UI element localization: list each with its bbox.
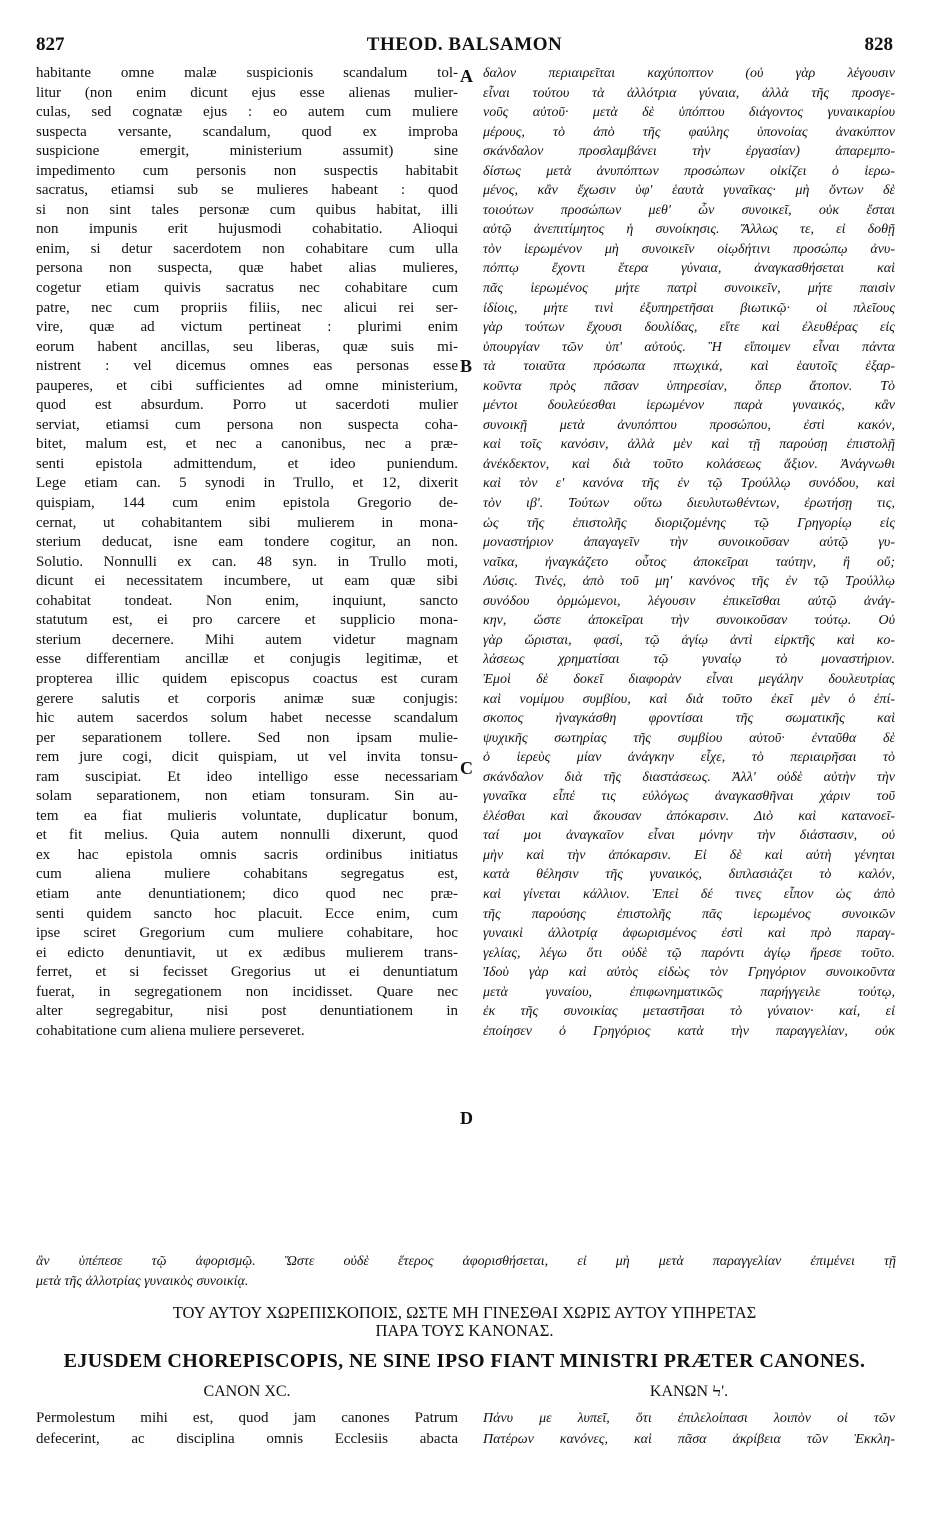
text-line: senti epistola admittendum, et ideo puniendum. (36, 455, 458, 472)
text-line: δαλον περιαιρεῖται καχύποπτον (οὐ γὰρ λέγουσιν (483, 66, 895, 81)
text-line: νοῦς αὐτοῦ· μετὰ δὲ ὑπόπτου διάγοντος γυναικαρίου (483, 105, 895, 121)
canon-latin-text (36, 1408, 458, 1450)
text-line: καὶ τοῖς κανόσιν, ἀλλὰ μὲν καὶ τῇ παρούσῃ ἐπιστολῇ (483, 437, 895, 453)
canon-greek-text (483, 1408, 895, 1450)
text-line: senti quidem sancto hoc placuit. Ecce enim, cum (36, 905, 458, 922)
text-line: ἐκ τῆς συνοικίας μεταστῆσαι τὸ γύναιον· καί, εἰ (483, 1004, 895, 1020)
text-line: κοῦντα πρὸς πᾶσαν ὑπηρεσίαν, ὅπερ ἄτοπον. Τὸ (483, 378, 895, 394)
text-line: fuerat, in segregationem non incidisset. Quare nec (36, 983, 458, 1000)
text-line: ὑπουργίαν τῶν ὑπ' αὐτούς. Ἢ εἴποιμεν εἶναι πάντα (483, 339, 895, 355)
margin-marker-a: A (460, 66, 473, 86)
text-line: ἰδίοις, μήτε τινὶ ἐξυπηρετῆσαι βιωτικῷ· οἱ πλεῖους (483, 300, 895, 316)
text-line: esse differentiam ancillæ et conjugis legitimæ, et (36, 651, 458, 668)
text-line: σκάνδαλον διὰ τῆς διαστάσεως. Ἀλλ' οὐδὲ αὐτὴν τὴν (483, 769, 895, 785)
text-line: propterea illic quidem episcopus coactus est curam (36, 670, 458, 687)
text-line: λάσεως χρηματίσαι τῷ γυναίῳ τὸ μοναστήριον. (483, 652, 895, 668)
margin-marker-d: D (460, 1108, 473, 1128)
page-number-left: 827 (36, 34, 65, 55)
text-line: ναῖκα, ἠναγκάζετο οὗτος ἀποκεῖραι ταύτην, ἢ οὔ; (483, 554, 895, 570)
text-line: Ἐμοὶ δὲ δοκεῖ διαφορὰν εἶναι μεγάλην δουλευτρίας (483, 671, 895, 687)
text-line: persona non suspecta, quæ habet alias mulieres, (36, 260, 458, 277)
text-line: serviat, etiamsi cum persona non suspecta coha- (36, 416, 458, 433)
text-line: ταί μοι ἀναγκαῖον εἶναι μόνην τὴν διάστασιν, οὐ (483, 828, 895, 844)
text-line: solam separationem, non etiam tonsuram. Sin au- (36, 788, 458, 805)
text-line: δίστως μετὰ ἀνυπόπτων προσώπων οἰκίζει ὁ ἱερω- (483, 163, 895, 179)
text-line: si non sint tales personæ cum quibus habitat, illi (36, 201, 458, 218)
text-line: sacratus, etiamsi sub se mulieres habeant : quod (36, 182, 458, 199)
text-line: γὰρ ὥρισται, φασί, τῷ ἁγίῳ ἀντὶ εἱρκτῆς καὶ κο- (483, 632, 895, 648)
text-line: γὰρ τούτων ἔχουσι δουλίδας, εἴτε καὶ ἐλευθέρας εἰς (483, 320, 895, 336)
text-line: καὶ τὸν ε' κανόνα τῆς ἐν τῷ Τρούλλῳ συνόδου, καὶ (483, 476, 895, 492)
text-line: bitet, malum est, et nec a canonibus, nec a præ- (36, 436, 458, 453)
text-line: enim, si detur sacerdotem non cohabitare cum ulla (36, 240, 458, 257)
text-line: συνόδου ὁρμώμενοι, λέγουσιν ἐπικεῖσθαι αὐτῷ ἀνάγ- (483, 593, 895, 609)
canon-number-latin: CANON XC. (203, 1383, 291, 1400)
margin-marker-c: C (460, 758, 473, 778)
text-line: μὴν καὶ τὴν ἀπόκαρσιν. Εἰ δὲ καὶ αὐτὴ γένηται (483, 847, 895, 863)
text-line: ei edicto denuntiavit, ut ex ædibus mulierem trans- (36, 944, 458, 961)
text-line: ἂν ὑπέπεσε τῷ ἀφορισμῷ. Ὥστε οὐδὲ ἕτερος ἀφορισθήσεται, εἰ μὴ μετὰ παραγγελίαν ἐπιμένει τῇ (36, 1254, 896, 1269)
text-line: habitante omne malæ suspicionis scandalum tol- (36, 65, 458, 81)
text-line: κατὰ θέλησιν τῆς γυναικός, διπλασιάζει τὸ καλόν, (483, 867, 895, 883)
text-line: nistrent : vel dicemus omnes eas personas esse (36, 358, 458, 375)
text-line: μετὰ τῆς ἀλλοτρίας γυναικὸς συνοικίᾳ. (36, 1273, 249, 1289)
text-line: impedimento cum personis non suspectis habitabit (36, 162, 458, 179)
text-line: γελίας, λέγω ὅτι οὐδὲ τῷ παρόντι ἁγίῳ ἤρεσε τοῦτο. (483, 945, 895, 961)
text-line: culas, sed cognatæ ejus : eo autem cum muliere (36, 104, 458, 121)
greek-column (483, 64, 895, 1041)
text-line: Λύσις. Τινές, ἀπὸ τοῦ μη' κανόνος τῆς ἐν τῷ Τρούλλῳ (483, 574, 895, 590)
text-line: quispiam, 144 cum enim epistola Gregorio de- (36, 495, 458, 512)
text-line: pauperes, et cibi sufficientes ad omne ministerium, (36, 377, 458, 394)
text-line: πόπτῳ ἔχοντι ἕτερα γύναια, ἀναγκασθήσεται καὶ (483, 261, 895, 277)
text-line: sterium deducat, isne eam tondere cogitur, an non. (36, 534, 458, 551)
text-line: συνοικῇ μετὰ ἀνυπόπτου προσώπου, ἐστὶ κακόν, (483, 417, 895, 433)
text-line: καὶ γίνεται κάλλιον. Ἐπεὶ δέ τινες εἶπον ὡς ἀπὸ (483, 886, 895, 902)
text-line: ipse sciret Gregorium cum muliere cohabitare, hoc (36, 925, 458, 942)
text-line: Solutio. Nonnulli ex can. 48 syn. in Trullo moti, (36, 553, 458, 570)
text-line: ὡς τῆς ἐπιστολῆς διοριζομένης τῷ Γρηγορίῳ εἰς (483, 515, 895, 531)
text-line: Πατέρων κανόνες, καὶ πᾶσα ἀκρίβεια τῶν Ἐκκλη- (483, 1432, 895, 1447)
text-line: μέντοι δουλεύεσθαι ἱερωμένον παρὰ γυναικός, κἂν (483, 398, 895, 414)
text-line: τὰ τοιαῦτα πρόσωπα πτωχικά, καὶ ἑαυτοῖς ἐξαρ- (483, 359, 895, 375)
text-line: et fit melius. Quia autem nonnulli dixerunt, quod (36, 827, 458, 844)
text-line: ἑλέσθαι καὶ ἄκουσαν ἀπόκαρσιν. Διὸ καὶ κατανοεῖ- (483, 808, 895, 824)
text-line: defecerint, ac disciplina omnis Ecclesiis abacta (36, 1431, 458, 1447)
margin-marker-b: B (460, 356, 473, 376)
text-line: vire, quæ ad victum pertineat : plurimi enim (36, 319, 458, 336)
text-line: τὸν ιβ'. Τούτων οὕτω διευλυτωθέντων, ἐρωτήσῃ τις, (483, 496, 895, 512)
text-line: Πάνυ με λυπεῖ, ὅτι ἐπιλελοίπασι λοιπὸν οἱ τῶν (483, 1411, 895, 1426)
text-line: σκάνδαλον προσλαμβάνει τὴν ἐργασίαν) ἀπαρεμπο- (483, 144, 895, 160)
text-line: μένος, κἂν ἔχωσιν ὑφ' ἑαυτὰ γυναῖκας· μὴ ὄντων δὲ (483, 183, 895, 199)
text-line: Ἰδοὺ γὰρ καὶ αὐτὸς εἰδὼς τὸν Γρηγόριον συνοικοῦντα (483, 965, 895, 981)
text-line: sterium decernere. Mihi autem videtur magnam (36, 631, 458, 648)
text-line: τὸν ἱερωμένον μὴ συνοικεῖν οἱῳδήτινι προσώπῳ ἀνυ- (483, 241, 895, 257)
text-line: rem jure cogi, dicit quispiam, ut vel invita tonsu- (36, 749, 458, 766)
text-line: cernat, ut cohabitantem sibi mulierem in mona- (36, 514, 458, 531)
text-line: Permolestum mihi est, quod jam canones Patrum (36, 1410, 458, 1426)
text-line: cum aliena muliere cohabitans segregatus est, (36, 866, 458, 883)
canon-number-greek: ΚΑΝΩΝ Ϟ'. (649, 1383, 729, 1400)
text-line: per separationem tollere. Sed non ipsam mulie- (36, 729, 458, 746)
text-line: μοναστήριον ἀπαγαγεῖν τὴν συνοικοῦσαν αὐτῷ γυ- (483, 535, 895, 551)
text-line: Lege etiam can. 5 synodi in Trullo, et 12, dixerit (36, 475, 458, 492)
text-line: hic autem sacerdos solum habet necesse scandalum (36, 710, 458, 727)
text-line: μετὰ γυναίου, ἐπιφωνηματικῶς παρήγγειλε τούτῳ, (483, 984, 895, 1000)
latin-section-heading: EJUSDEM CHOREPISCOPIS, NE SINE IPSO FIANT MINISTRI PRÆTER CANONES. (63, 1350, 866, 1372)
text-line: dicunt ei necessitatem incumbere, ut eam quæ sibi (36, 573, 458, 590)
greek-section-heading (36, 1304, 893, 1340)
text-line: etiam ante denuntiationem; dico quod nec præ- (36, 885, 458, 902)
text-line: ram suscipiat. Et ideo intelligo esse necessariam (36, 768, 458, 785)
text-line: τοιούτων προσώπων μεθ' ὧν συνοικεῖ, οὐκ ἔσται (483, 202, 895, 218)
text-line: τῆς παρούσης ἐπιστολῆς πᾶς ἱερωμένος συνοικῶν (483, 906, 895, 922)
text-line: πᾶς ἱερωμένος μήτε πατρὶ συνοικεῖν, μήτε παισὶν (483, 281, 895, 297)
text-line: καὶ νομίμου συμβίου, καὶ διὰ τοῦτο ἐκεῖ μὲν ὁ ἐπί- (483, 691, 895, 707)
text-line: non impunis erit hujusmodi cohabitatio. Alioqui (36, 221, 458, 238)
text-line: γυναῖκα εἶπέ τις εὐλόγως ἀναγκασθῆναι χάριν τοῦ (483, 789, 895, 805)
text-line: litur (non enim dicunt ejus esse alienas mulier- (36, 84, 458, 101)
text-line: ferret, et si fecisset Gregorius ut ei denuntiatum (36, 964, 458, 981)
text-line: tem ea fiat mulieris voluntate, duplicatur bonum, (36, 807, 458, 824)
text-line: alter segregabitur, nisi post denuntiationem in (36, 1003, 458, 1020)
page-number-right: 828 (864, 34, 893, 55)
text-line: ἐποίησεν ὁ Γρηγόριος κατὰ τὴν παραγγελίαν, οὐκ (483, 1023, 895, 1039)
text-line: ὁ ἱερεὺς μίαν ἀνάγκην εἶχε, τὸ περιαιρῆσαι τὸ (483, 750, 895, 766)
text-line: patre, nec cum propriis filiis, nec alicui rei ser- (36, 299, 458, 316)
running-header (36, 34, 893, 62)
text-line: suspecta versante, scandalum, quod ex improba (36, 123, 458, 140)
text-line: cohabitatione cum aliena muliere perseveret. (36, 1022, 305, 1039)
text-line: gerere salutis et corporis animæ suæ conjugis: (36, 690, 458, 707)
latin-column (36, 64, 458, 1041)
text-line: σκοπος ἠναγκάσθη φροντίσαι τῆς σωματικῆς καὶ (483, 711, 895, 727)
text-line: ex hac epistola omnis sacris ordinibus initiatus (36, 846, 458, 863)
text-line: ἀνέκδεκτον, καὶ διὰ τοῦτο κολάσεως ἄξιον. Ἀνάγνωθι (483, 456, 895, 472)
text-line: cogetur etiam quivis sacratus nec cohabitare cum (36, 280, 458, 297)
running-title: THEOD. BALSAMON (366, 34, 563, 55)
text-line: cohabitat tondeat. Non enim, inquiunt, sancto (36, 592, 458, 609)
text-line: γυναικὶ ἀλλοτρίᾳ ἀφωρισμένος ἐστὶ καὶ πρὸ παραγ- (483, 926, 895, 942)
text-line: eorum habent ancillas, seu liberas, quæ suis mi- (36, 338, 458, 355)
text-line: suspicione emergit, ministerium assumit) sine (36, 143, 458, 160)
text-line: αὐτῷ ἀνεπιτίμητος ἡ συνοίκησις. Ἄλλως τε, εἰ δοθῇ (483, 222, 895, 238)
text-line: κην, ὥστε ἀποκεῖραι τὴν συνοικοῦσαν τούτῳ. Οὐ (483, 613, 895, 629)
greek-continuation (36, 1252, 896, 1291)
text-line: ψυχικῆς σωτηρίας τῆς συμβίου αὐτοῦ· ἐνταῦθα δὲ (483, 730, 895, 746)
greek-heading-line: ΠΑΡΑ ΤΟΥΣ ΚΑΝΟΝΑΣ. (375, 1321, 554, 1340)
text-line: εἶναι τούτου τὰ ἀλλότρια γύναια, ἀλλὰ τῆς προσγε- (483, 85, 895, 101)
text-line: μέρους, τὸ ἀπὸ τῆς φαύλης ὑπονοίας ἀνακύπτον (483, 124, 895, 140)
greek-heading-line: ΤΟΥ ΑΥΤΟΥ ΧΩΡΕΠΙΣΚΟΠΟΙΣ, ΩΣΤΕ ΜΗ ΓΙΝΕΣΘΑΙ ΧΩΡΙΣ ΑΥΤΟΥ ΥΠΗΡΕΤΑΣ (172, 1303, 757, 1322)
text-line: quod est absurdum. Porro ut sacerdoti mulier (36, 397, 458, 414)
text-line: statutum est, ei pro carcere et supplicio mona- (36, 612, 458, 629)
